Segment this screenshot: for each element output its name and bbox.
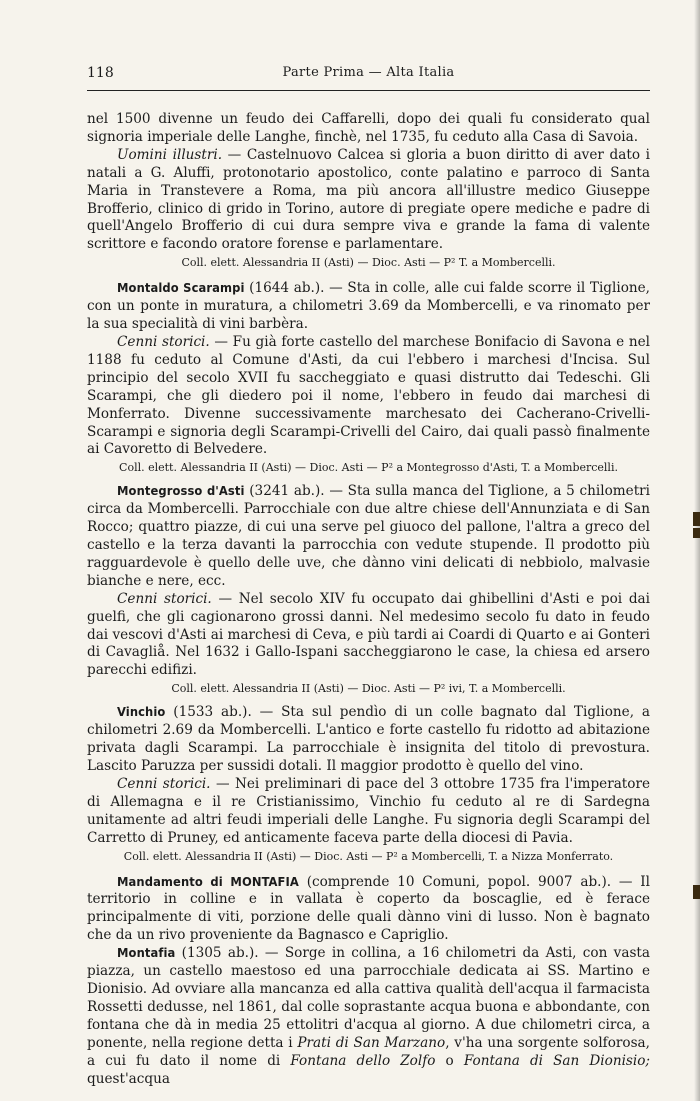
reference-note: Coll. elett. Alessandria II (Asti) — Dioc. Asti — P² ivi, T. a Mombercelli.: [171, 682, 566, 696]
section-heading: Cenni storici.: [117, 775, 211, 792]
paragraph-continuation: nel 1500 divenne un feudo dei Caffarelli, dopo dei quali fu considerato qual signoria imperiale delle Langhe, finchè, nel 1735, fu ceduto alla Casa di Savoia.: [87, 111, 650, 145]
entry-montafia: [87, 945, 650, 1088]
entry-text: (comprende 10 Comuni, popol. 9007 ab.). — Il territorio in colline e in vallata è coperto da boscaglie, ed è ferace principalmente di viti, porzione delle quali dànno vini di lusso. Non è bagnato che da un rivo proveniente da Bagnasco e Capriglio.: [87, 873, 650, 944]
paragraph-text: — Nei preliminari di pace del 3 ottobre 1735 fra l'imperatore di Allemagna e il re Cristianissimo, Vinchio fu ceduto al re di Sardegna unitamente ad altri feudi imperiali delle Langhe. Fu signoria degli Scarampi del Carretto di Pruney, ed anticamente faceva parte della diocesi di Pavia.: [87, 775, 650, 846]
binding-mark: [693, 528, 700, 538]
entry-montaldo: [87, 280, 650, 334]
entry-mandamento-montafia: [87, 874, 650, 946]
entry-name: Montegrosso d'Asti: [117, 484, 245, 500]
reference-note: Coll. elett. Alessandria II (Asti) — Dioc. Asti — P² a Mombercelli, T. a Nizza Monferrato.: [123, 849, 614, 863]
section-heading: Uomini illustri.: [117, 146, 223, 163]
entry-text: , v'ha una sorgente solforosa, a cui fu dato il nome di: [87, 1034, 650, 1069]
binding-mark: [693, 512, 700, 526]
place-name: Prati di San Marzano: [297, 1034, 446, 1051]
reference-note: Coll. elett. Alessandria II (Asti) — Dioc. Asti — P² T. a Mombercelli.: [181, 256, 556, 270]
spacer: [87, 475, 650, 483]
place-name: Fontana dello Zolfo: [290, 1052, 436, 1069]
entry-name: Vinchio: [117, 705, 166, 721]
section-heading: Cenni storici.: [117, 333, 210, 350]
entry-name: Montafia: [117, 946, 176, 962]
page-header: [87, 62, 650, 84]
paragraph-uomini-illustri: [87, 147, 650, 254]
spacer: [87, 696, 650, 704]
spacer: [87, 270, 650, 280]
entry-text: (1644 ab.). — Sta in colle, alle cui falde scorre il Tiglione, con un ponte in muratura, a chilometri 3.69 da Mombercelli, e va rinomato per la sua specialità di vini barbèra.: [87, 280, 650, 333]
paragraph-text: — Fu già forte castello del marchese Bonifacio di Savona e nel 1188 fu ceduto al Comune d'Asti, da cui l'ebbero i marchesi d'Incisa. Sul principio del secolo XVII fu saccheggiato e quasi distrutto dai Tedeschi. Gli Scarampi, che gli diedero poi il nome, l'ebbero in feudo dai marchesi di Monferrato. Divenne successivamente marchesato dei Cacherano-Crivelli-Scarampi e signoria degli Scarampi-Crivelli del Cairo, dai quali passò finalmente ai Cavoretto di Belvedere.: [87, 333, 650, 458]
entry-text: (3241 ab.). — Sta sulla manca del Tiglione, a 5 chilometri circa da Mombercelli. Parrocchiale con due altre chiese dell'Annunziata e di San Rocco; quattro piazze, di cui una serve pel giuoco del pallone, l'altra a greco del castello e la terza davanti la parrocchia con vedute stupende. Il prodotto più ragguardevole è quello delle uve, che dànno vini delicati di nebbiolo, malvasie bianche e nere, ecc.: [87, 483, 651, 589]
entry-text: (1533 ab.). — Sta sul pendìo di un colle bagnato dal Tiglione, a chilometri 2.69 da Mombercelli. L'antico e forte castello fu ridotto ad abitazione privata dagli Scarampi. La parrocchiale è insignita del titolo di prevostura. Lascito Paruzza per sussidi dotali. Il maggior prodotto è quello del vino.: [87, 704, 650, 774]
paragraph-text: — Nel secolo XIV fu occupato dai ghibellini d'Asti e poi dai guelfi, che gli cagionarono grossi danni. Nel medesimo secolo fu dato in feudo dai vescovi d'Asti ai marchesi di Ceva, e più tardi ai Coardi di Quarto e ai Gonteri di Cavagliå. Nel 1632 i Gallo-Ispani saccheggiarono le case, la chiesa ed arsero parecchi edifizi.: [87, 590, 650, 679]
header-rule: [87, 90, 650, 91]
entry-vinchio: [87, 704, 650, 776]
entry-montegrosso: [87, 483, 650, 590]
place-name: Fontana di San Dionisio;: [463, 1052, 651, 1069]
running-title: Parte Prima — Alta Italia: [282, 65, 455, 80]
entry-text: (1305 ab.). — Sorge in collina, a 16 chilometri da Asti, con vasta piazza, un castello maestoso ed una parrocchiale dedicata ai SS. Martino e Dionisio. Ad ovviare alla mancanza ed alla cattiva qualità dell'acqua il farmacista Rossetti dedusse, nel 1861, dal colle soprastante acqua buona e abbondante, con fontana che dà in media 25 ettolitri d'acqua al giorno. A due chilometri circa, a ponente, nella regione detta i: [87, 945, 650, 1051]
entry-text: quest'acqua: [87, 1070, 170, 1087]
binding-mark: [693, 885, 700, 899]
paragraph-text: — Castelnuovo Calcea si gloria a buon diritto di aver dato i natali a G. Aluffi, protonotario apostolico, conte palatino e parroco di Santa Maria in Transtevere a Roma, ma più ancora all'illustre medico Giuseppe Brofferio, clinico di grido in Torino, autore di pregiate opere mediche e padre di quell'Angelo Brofferio di cui dura sempre viva e grande la fama di valente scrittore e facondo oratore forense e parlamentare.: [87, 146, 650, 253]
paragraph-cenni-storici: [87, 334, 650, 459]
entry-name: Mandamento di MONTAFIA: [117, 874, 299, 890]
page-body: [87, 111, 650, 1088]
section-heading: Cenni storici.: [117, 590, 212, 607]
paragraph-cenni-storici: [87, 591, 650, 681]
paragraph-cenni-storici: [87, 776, 650, 848]
spacer: [87, 864, 650, 874]
reference-note: Coll. elett. Alessandria II (Asti) — Dioc. Asti — P² a Montegrosso d'Asti, T. a Mombercelli.: [119, 461, 618, 475]
entry-name: Montaldo Scarampi: [117, 281, 245, 297]
entry-text: o: [435, 1052, 464, 1069]
page-number: 118: [87, 65, 114, 81]
page-edge-shadow: [694, 0, 700, 1101]
